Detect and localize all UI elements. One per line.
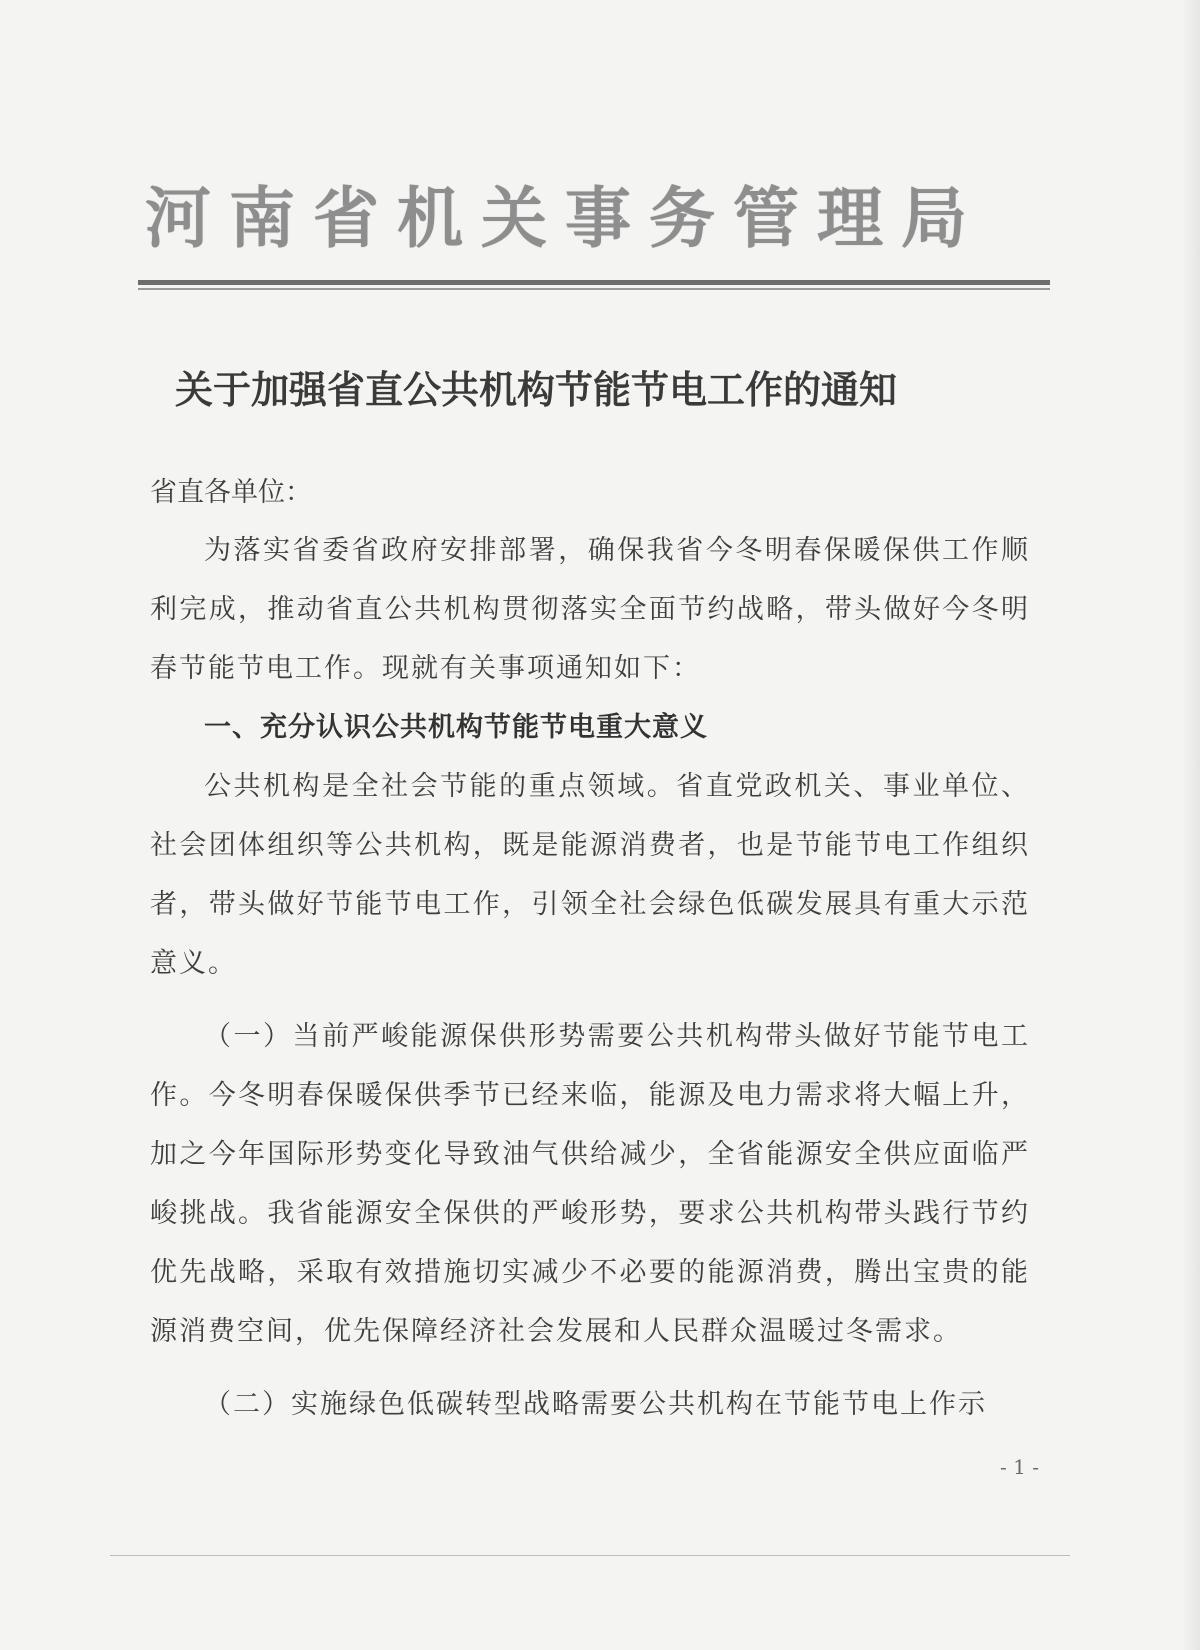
subsection-2-paragraph: （二）实施绿色低碳转型战略需要公共机构在节能节电上作示 [204, 1389, 987, 1420]
paragraph-gap [150, 993, 1030, 1007]
letterhead-org-name: 河南省机关事务管理局 [145, 179, 985, 257]
footer-rule [110, 1555, 1070, 1556]
page-number: - 1 - [1000, 1455, 1039, 1479]
intro-paragraph: 为落实省委省政府安排部署，确保我省今冬明春保暖保供工作顺利完成，推动省直公共机构贯彻落实全面节约战略，带头做好今冬明春节能节电工作。现就有关事项通知如下： [150, 535, 1030, 684]
letterhead-rule-thin [138, 288, 1050, 290]
subsection-1-paragraph: （一）当前严峻能源保供形势需要公共机构带头做好节能节电工作。今冬明春保暖保供季节已经来临，能源及电力需求将大幅上升，加之今年国际形势变化导致油气供给减少，全省能源安全供应面临严峻挑战。我省能源安全保供的严峻形势，要求公共机构带头践行节约优先战略，采取有效措施切实减少不必要的能源消费，腾出宝贵的能源消费空间，优先保障经济社会发展和人民群众温暖过冬需求。 [150, 1021, 1030, 1347]
section-1-paragraph: 公共机构是全社会节能的重点领域。省直党政机关、事业单位、社会团体组织等公共机构，既是能源消费者，也是节能节电工作组织者，带头做好节能节电工作，引领全社会绿色低碳发展具有重大示范意义。 [150, 771, 1030, 979]
letterhead-rule [138, 280, 1050, 285]
paragraph-gap [150, 1361, 1030, 1375]
salutation: 省直各单位： [150, 477, 312, 508]
document-title: 关于加强省直公共机构节能节电工作的通知 [175, 368, 898, 412]
document-body [150, 465, 1030, 1434]
scan-edge [1182, 0, 1200, 1650]
section-1-heading: 一、充分认识公共机构节能节电重大意义 [204, 712, 708, 743]
